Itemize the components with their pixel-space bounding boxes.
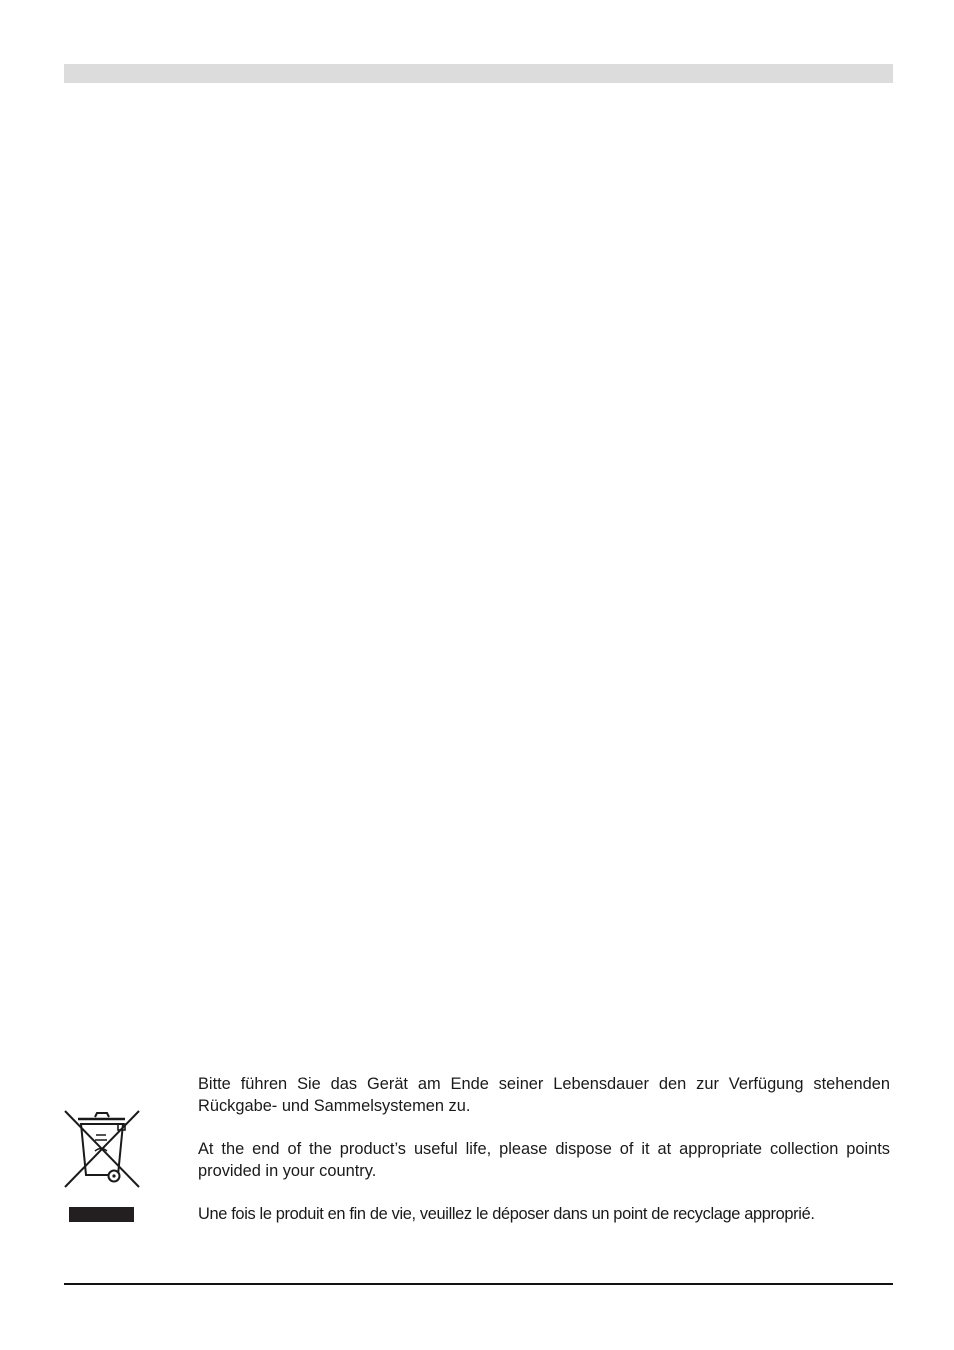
disposal-text-fr: Une fois le produit en fin de vie, veuillez le déposer dans un point de recyclage approprié. (198, 1205, 815, 1223)
weee-bin-icon (62, 1108, 142, 1226)
disposal-text-en: At the end of the product’s useful life, please dispose of it at appropriate collection points provided in your country. (198, 1140, 890, 1180)
header-bar (64, 64, 893, 83)
disposal-text-de: Bitte führen Sie das Gerät am Ende seiner Lebensdauer den zur Verfügung stehenden Rückgabe- und Sammelsystemen zu. (198, 1075, 890, 1115)
disposal-notice (198, 1073, 890, 1246)
footer-rule (64, 1283, 893, 1285)
